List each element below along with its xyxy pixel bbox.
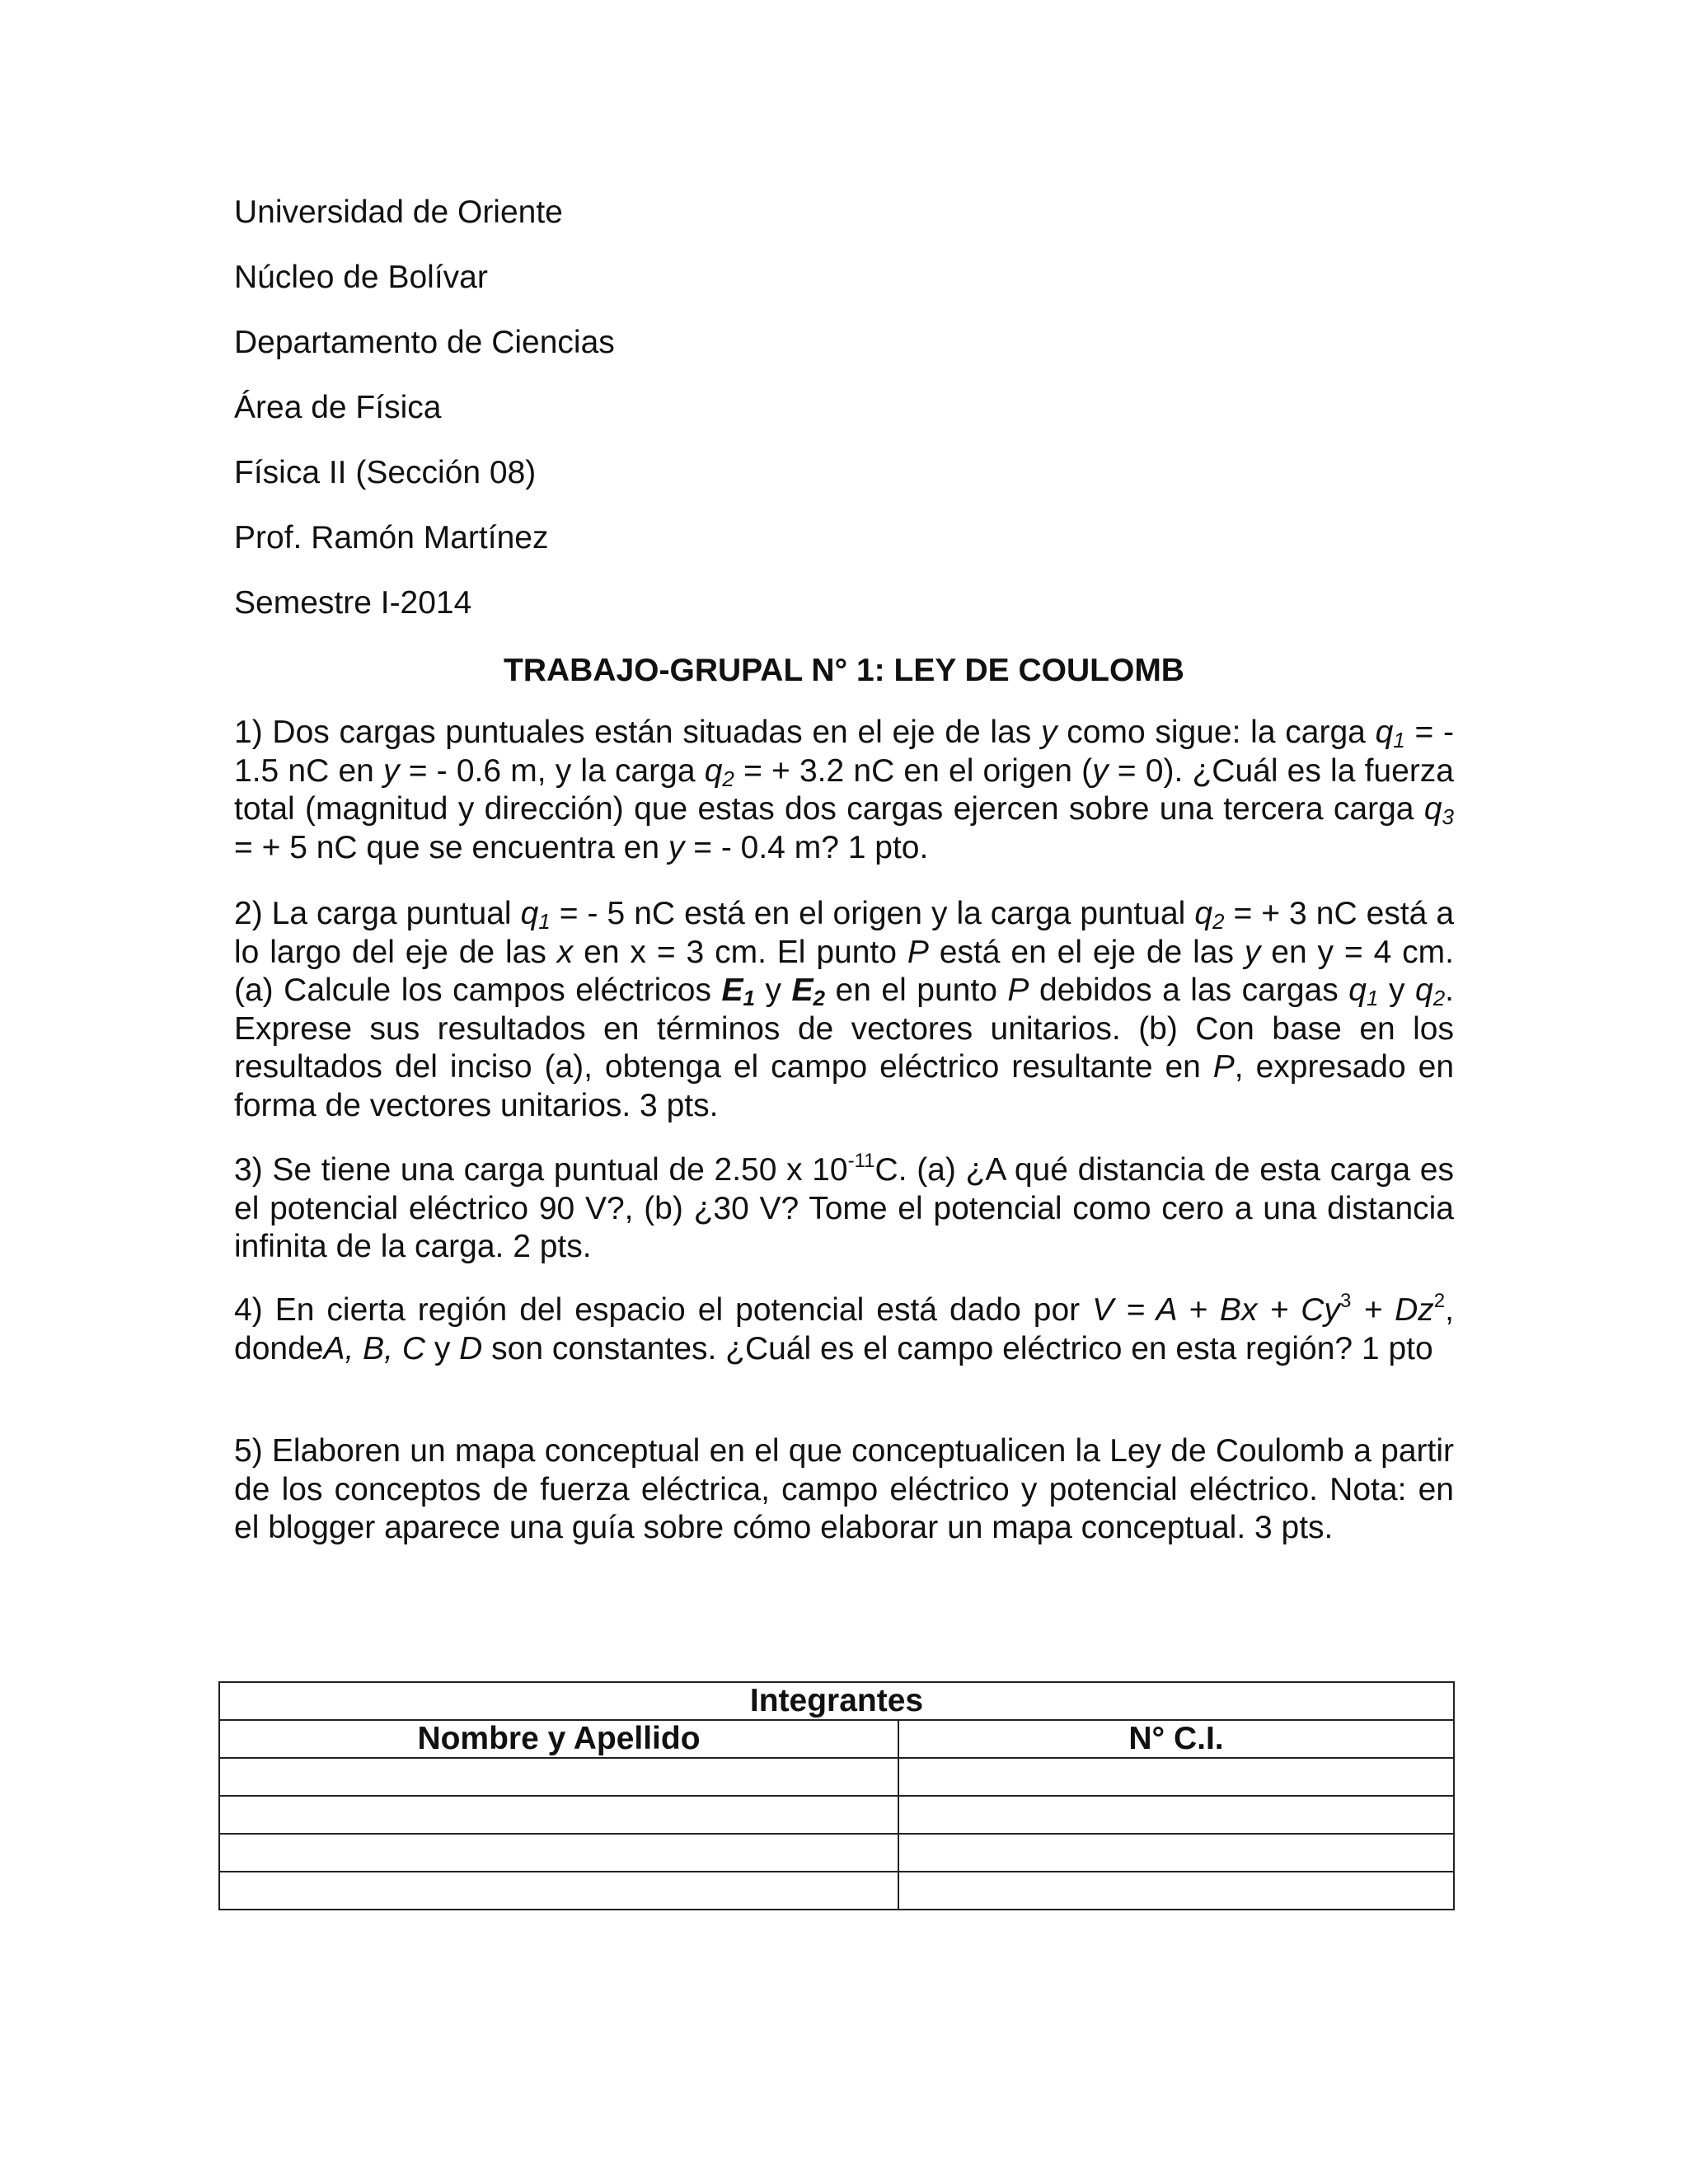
table-row <box>219 1834 1454 1872</box>
problem-4: 4) En cierta región del espacio el potencial está dado por $V = A + Bx + Cy^3 + Dz^2$, dondeA, B, C y D son constantes. ¿Cuál es el campo eléctrico en esta región? 1 pto <box>234 1290 1454 1366</box>
table-row <box>219 1796 1454 1834</box>
area-name: Área de Física <box>234 390 442 425</box>
name-cell[interactable] <box>219 1834 898 1872</box>
column-header-name: Nombre y Apellido <box>219 1720 898 1758</box>
name-cell[interactable] <box>219 1796 898 1834</box>
ci-cell[interactable] <box>898 1758 1454 1796</box>
nucleus-name: Núcleo de Bolívar <box>234 260 488 295</box>
ci-cell[interactable] <box>898 1872 1454 1910</box>
problem-3: 3) Se tiene una carga puntual de 2.50 x $10^{-11}C$. (a) ¿A qué distancia de esta carga es el potencial eléctrico 90 V?, (b) ¿30 V? Tome el potencial como cero a una distancia infinita de la carga. 2 pts. <box>234 1150 1454 1264</box>
name-cell[interactable] <box>219 1872 898 1910</box>
ci-cell[interactable] <box>898 1796 1454 1834</box>
problem-1: 1) Dos cargas puntuales están situadas en el eje de las y como sigue: la carga $q_1$ = - 1.5 nC en y = - 0.6 m, y la carga $q_2$ = + 3.2 nC en el origen (y = 0). ¿Cuál es la fuerza total (magnitud y dirección) que estas dos cargas ejercen sobre una tercera carga $q_3$ = + 5 nC que se encuentra en y = - 0.4 m? 1 pto. <box>234 715 1454 865</box>
name-cell[interactable] <box>219 1758 898 1796</box>
table-title: Integrantes <box>219 1682 1454 1720</box>
professor-name: Prof. Ramón Martínez <box>234 520 549 555</box>
university-name: Universidad de Oriente <box>234 194 563 230</box>
course-name: Física II (Sección 08) <box>234 455 537 490</box>
column-header-ci: N° C.I. <box>898 1720 1454 1758</box>
problem-5: 5) Elaboren un mapa conceptual en el que conceptualicen la Ley de Coulomb a partir de los conceptos de fuerza eléctrica, campo eléctrico y potencial eléctrico. Nota: en el blogger aparece una guía sobre cómo elaborar un mapa conceptual. 3 pts. <box>234 1433 1454 1545</box>
table-row <box>219 1872 1454 1910</box>
table-row <box>219 1758 1454 1796</box>
department-name: Departamento de Ciencias <box>234 325 615 360</box>
problem-2: 2) La carga puntual $q_1$ = - 5 nC está en el origen y la carga puntual $q_2$ = + 3 nC está a lo largo del eje de las x en x = 3 cm. El punto P está en el eje de las y en y = 4 cm. (a) Calcule los campos eléctricos $E_1$ y $E_2$ en el punto P debidos a las cargas $q_1$ y $q_2$. Exprese sus resultados en términos de vectores unitarios. (b) Con base en los resultados del inciso (a), obtenga el campo eléctrico resultante en P, expresado en forma de vectores unitarios. 3 pts. <box>234 896 1455 1123</box>
assignment-title: TRABAJO-GRUPAL N° 1: LEY DE COULOMB <box>504 653 1184 688</box>
semester: Semestre I-2014 <box>234 585 472 621</box>
ci-cell[interactable] <box>898 1834 1454 1872</box>
members-table <box>218 1681 1455 1910</box>
